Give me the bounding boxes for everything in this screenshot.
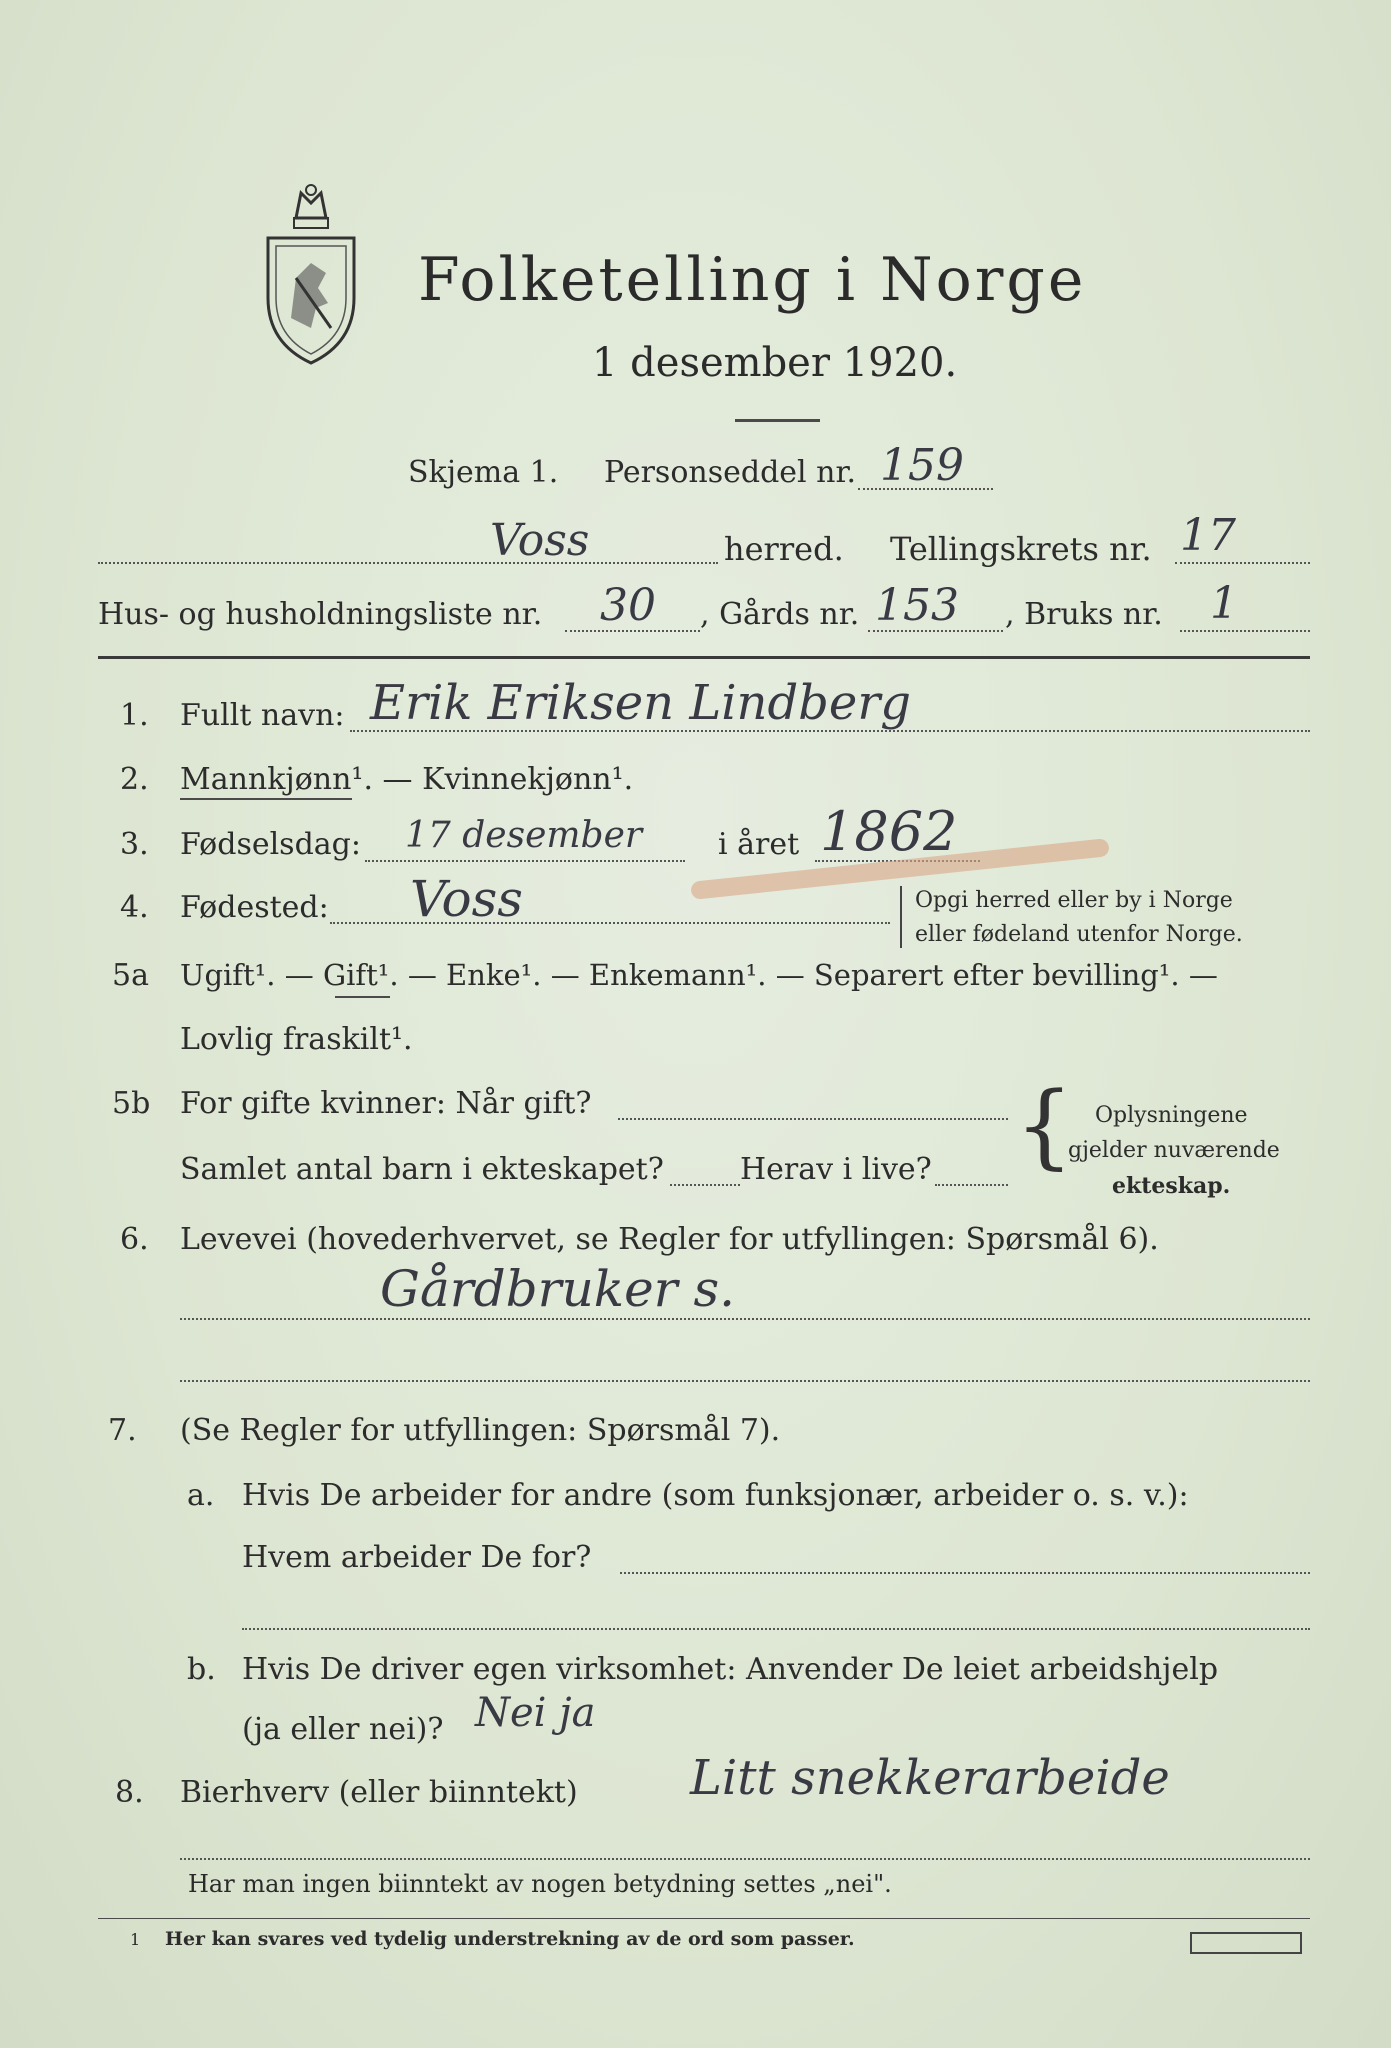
q4-note-1: Opgi herred eller by i Norge: [915, 888, 1233, 913]
q5a-label-2: Lovlig fraskilt¹.: [180, 1022, 413, 1057]
bruks-line: [1180, 630, 1310, 632]
q7-number: 7.: [108, 1413, 137, 1448]
q1-label: Fullt navn:: [180, 698, 345, 733]
q4-value: Voss: [410, 870, 523, 928]
form-date: 1 desember 1920.: [592, 340, 958, 386]
herred-value: Voss: [490, 515, 590, 566]
herred-line: [98, 562, 718, 564]
q4-label: Fødested:: [180, 890, 329, 925]
q1-value: Erik Eriksen Lindberg: [370, 675, 911, 731]
q7b-label: Hvis De driver egen virksomhet: Anvender De leiet arbeidshjelp: [242, 1652, 1219, 1687]
header-rule: [98, 656, 1310, 659]
q3-year-label: i året: [718, 827, 800, 862]
footnote-text: Her kan svares ved tydelig understrekning av de ord som passer.: [165, 1928, 855, 1950]
q5b-label-3: Herav i live?: [740, 1152, 932, 1187]
personseddel-label: Personseddel nr.: [604, 455, 857, 490]
q3-value: 17 desember: [405, 815, 643, 856]
coat-of-arms-icon: [256, 178, 366, 368]
q5b-label-2: Samlet antal barn i ekteskapet?: [180, 1152, 664, 1187]
q5b-line-3: [935, 1184, 1008, 1186]
q5b-label: For gifte kvinner: Når gift?: [180, 1086, 592, 1121]
footnote-rule: [98, 1918, 1310, 1919]
skjema-label: Skjema 1.: [408, 455, 559, 490]
q5b-note-3: ekteskap.: [1112, 1173, 1231, 1199]
hus-label: Hus- og husholdningsliste nr.: [98, 597, 543, 632]
q5b-note-1: Oplysningene: [1095, 1103, 1248, 1128]
printer-stamp: [1190, 1932, 1302, 1954]
personseddel-value: 159: [880, 440, 964, 491]
q5b-line-2: [670, 1184, 740, 1186]
q4-brace: [900, 886, 905, 948]
q7b-value: Nei ja: [475, 1690, 596, 1736]
gards-value: 153: [875, 580, 959, 631]
note-nei: Har man ingen biinntekt av nogen betydning settes „nei".: [188, 1870, 892, 1898]
q7a-line-1: [620, 1572, 1310, 1574]
q5a-number: 5a: [112, 958, 149, 993]
q6-value: Gårdbruker s.: [380, 1260, 736, 1318]
q5b-note-2: gjelder nuværende: [1068, 1138, 1280, 1163]
form-title: Folketelling i Norge: [418, 245, 1087, 315]
q3-label: Fødselsdag:: [180, 827, 361, 862]
herred-label: herred.: [724, 530, 844, 568]
q7a-label-2: Hvem arbeider De for?: [242, 1540, 592, 1575]
q2-label: Mannkjønn¹. — Kvinnekjønn¹.: [180, 762, 634, 797]
q4-number: 4.: [120, 890, 149, 925]
q7a-number: a.: [187, 1478, 215, 1513]
bruks-label: , Bruks nr.: [1005, 597, 1163, 632]
tellingskrets-value: 17: [1180, 510, 1236, 561]
q6-label: Levevei (hovederhvervet, se Regler for utfyllingen: Spørsmål 6).: [180, 1222, 1159, 1257]
footnote-mark: 1: [130, 1930, 141, 1949]
q2-underline: [180, 798, 352, 800]
q5b-number: 5b: [112, 1086, 151, 1121]
q7a-line-2: [242, 1628, 1310, 1630]
q6-line-2: [180, 1380, 1310, 1382]
gards-label: , Gårds nr.: [700, 597, 860, 632]
q8-line: [180, 1858, 1310, 1860]
q7-label: (Se Regler for utfyllingen: Spørsmål 7).: [180, 1413, 781, 1448]
q8-label: Bierhverv (eller biinntekt): [180, 1775, 578, 1810]
q8-number: 8.: [115, 1775, 144, 1810]
tellingskrets-line: [1175, 562, 1310, 564]
title-divider: [735, 419, 820, 422]
hus-value: 30: [600, 580, 656, 631]
q3-line: [365, 860, 685, 862]
bruks-value: 1: [1210, 578, 1238, 629]
q6-line-1: [180, 1318, 1310, 1320]
q5b-line-1: [618, 1118, 1008, 1120]
tellingskrets-label: Tellingskrets nr.: [890, 530, 1152, 568]
q6-number: 6.: [120, 1222, 149, 1257]
q4-note-2: eller fødeland utenfor Norge.: [915, 922, 1243, 947]
q3-number: 3.: [120, 827, 149, 862]
q5a-gift-underline: [335, 996, 390, 998]
q2-number: 2.: [120, 762, 149, 797]
q7b-number: b.: [187, 1652, 216, 1687]
q7b-label-2: (ja eller nei)?: [242, 1712, 444, 1747]
q7a-label: Hvis De arbeider for andre (som funksjonær, arbeider o. s. v.):: [242, 1478, 1189, 1513]
q1-number: 1.: [120, 698, 149, 733]
q5b-brace: {: [1015, 1072, 1074, 1179]
q8-value: Litt snekkerarbeide: [690, 1750, 1170, 1806]
q3-year: 1862: [820, 800, 958, 863]
q5a-label: Ugift¹. — Gift¹. — Enke¹. — Enkemann¹. — Separert efter bevilling¹. —: [180, 958, 1218, 992]
